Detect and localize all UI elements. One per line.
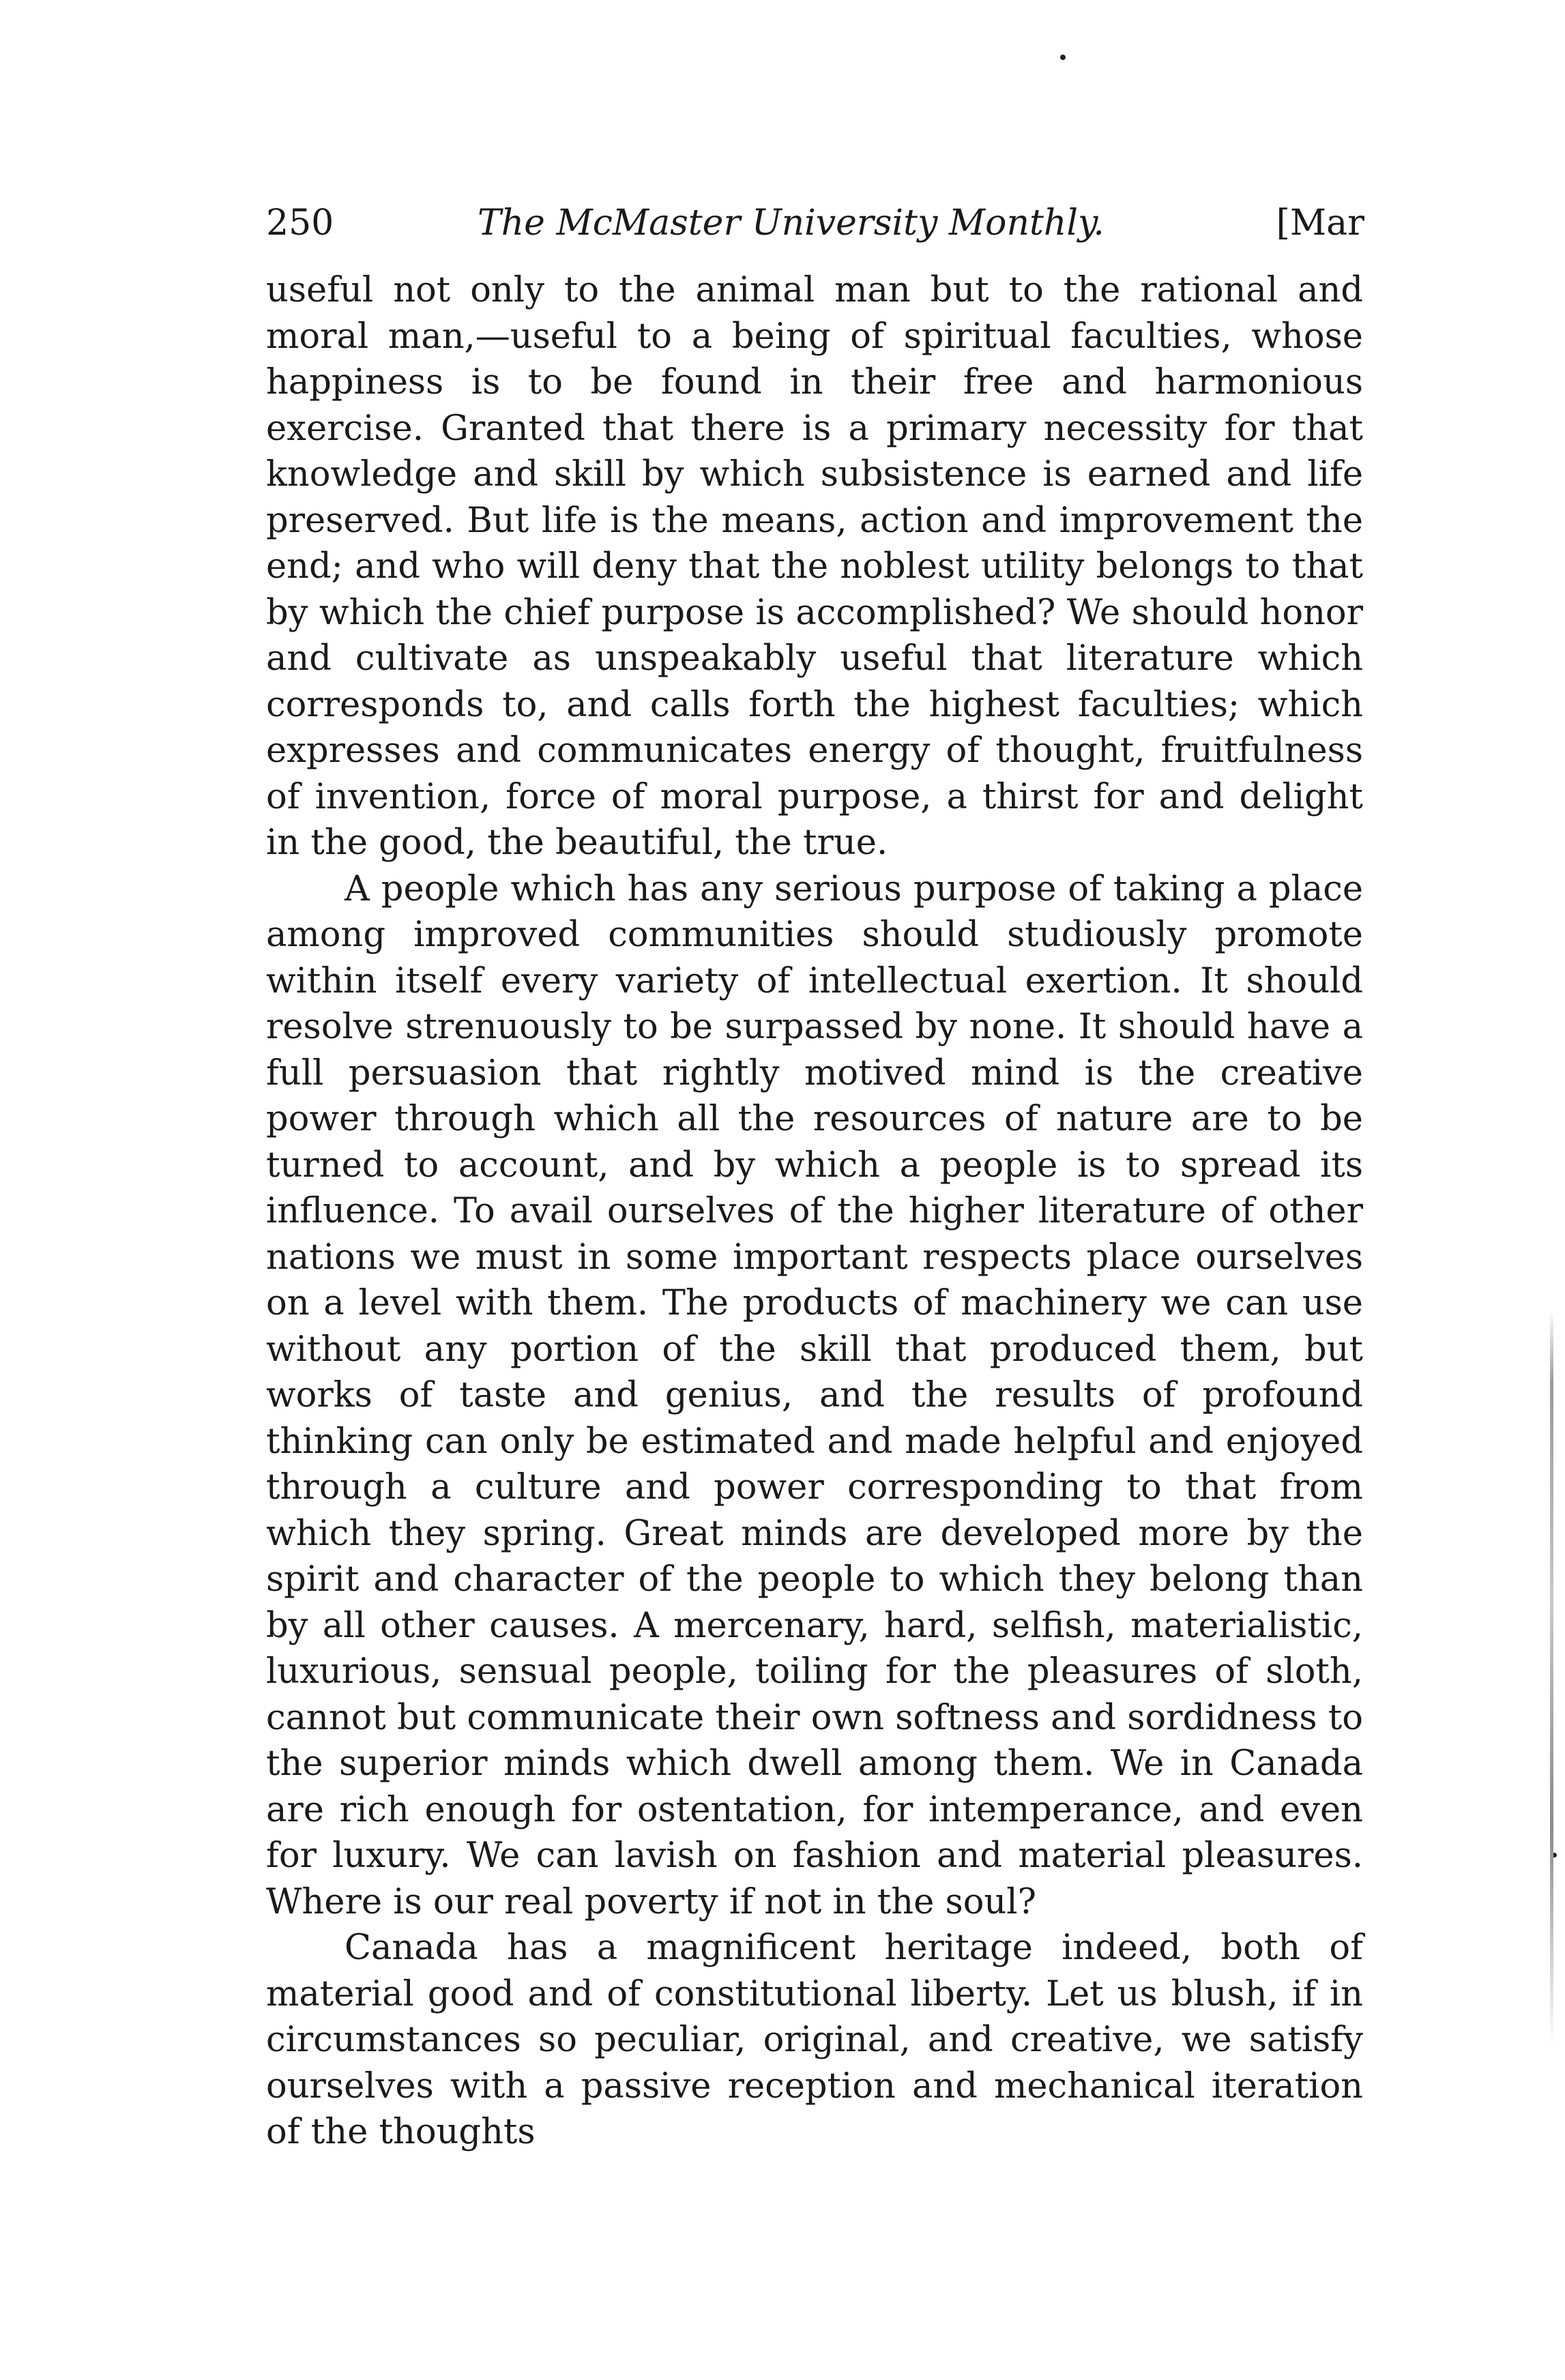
paragraph-1: useful not only to the animal man but to the rational and moral man,—useful to a being of spiritual faculties, whose happiness is to be found in their free and harmonious exercise. Granted that there is a primary necessity for that knowledge and skill by which subsistence is earned and life preserved. But life is the means, action and improvement the end; and who will deny that the noblest utility belongs to that by which the chief purpose is accomplished? We should honor and cultivate as unspeakably useful that literature which corresponds to, and calls forth the highest faculties; which expresses and communicates energy of thought, fruitfulness of invention, force of moral purpose, a thirst for and delight in the good, the beautiful, the true. [266,270,1363,863]
running-header [266,199,1364,247]
page-number: 250 [266,203,334,244]
article-body [266,267,1363,2156]
ink-speck-top [1060,55,1066,60]
journal-title: The McMaster University Monthly. [478,203,1105,244]
issue-month: [Mar [1276,203,1364,244]
page-edge-shadow [1550,1310,1553,2046]
paragraph-2: A people which has any serious purpose of taking a place among improved communities should studiously promote within itself every variety of intellectual exertion. It should resolve strenuously to be surpassed by none. It should have a full persuasion that rightly motived mind is the creative power through which all the resources of nature are to be turned to account, and by which a people is to spread its influence. To avail ourselves of the higher literature of other nations we must in some important respects place ourselves on a level with them. The products of machinery we can use without any portion of the skill that produced them, but works of taste and genius, and the results of profound thinking can only be estimated and made helpful and enjoyed through a culture and power corresponding to that from which they spring. Great minds are developed more by the spirit and character of the people to which they belong than by all other causes. A mercenary, hard, selfish, materialistic, luxurious, sensual people, toiling for the pleasures of sloth, cannot but communicate their own softness and sordidness to the superior minds which dwell among them. We in Canada are rich enough for ostentation, for intemperance, and even for luxury. We can lavish on fashion and material pleasures. Where is our real poverty if not in the soul? [266,868,1363,1922]
paragraph-3: Canada has a magnificent heritage indeed, both of material good and of constitutional liberty. Let us blush, if in circumstances so peculiar, original, and creative, we satisfy ourselves with a passive reception and mechanical iteration of the thoughts [266,1928,1363,2152]
